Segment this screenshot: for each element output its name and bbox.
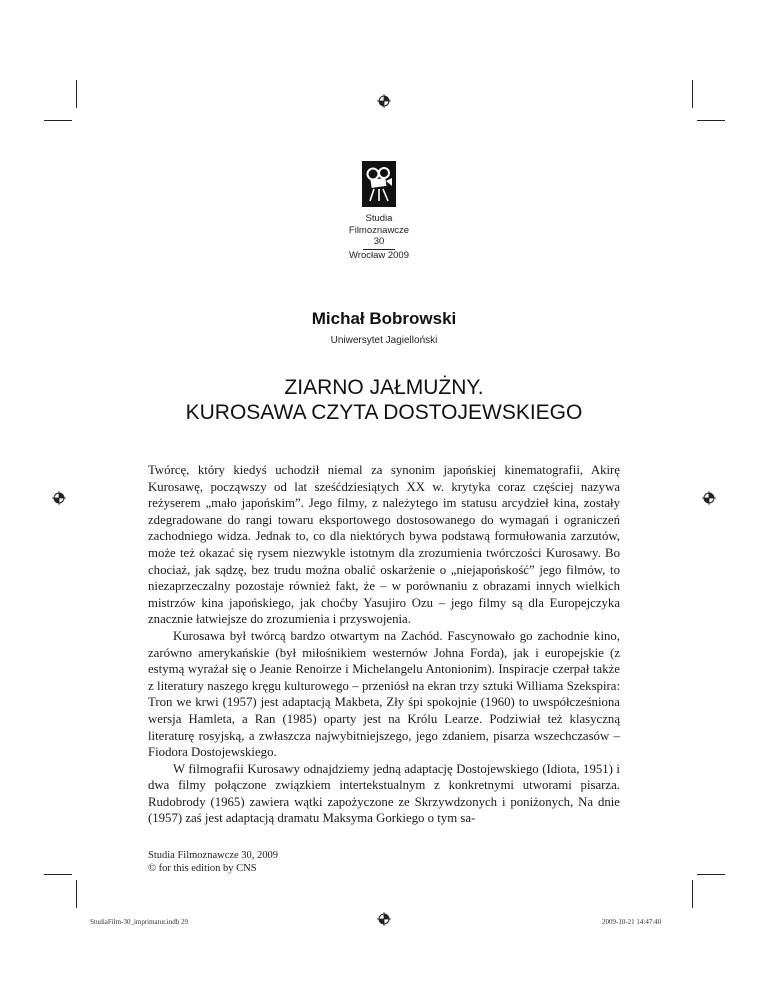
journal-name-line2: Filmoznawcze bbox=[348, 224, 410, 236]
slug-timestamp: 2009-10-21 14:47:40 bbox=[602, 918, 662, 926]
registration-mark-icon bbox=[377, 912, 391, 926]
crop-mark bbox=[44, 874, 72, 875]
author-affiliation: Uniwersytet Jagielloński bbox=[330, 335, 438, 346]
crop-mark bbox=[692, 880, 693, 908]
paragraph: Twórcę, który kiedyś uchodził niemal za synonim japońskiej kinematografii, Akirę Kurosawę, począwszy od lat sześćdziesiątych XX w. krytyka coraz częściej nazywa reżyserem „mało japońskim”. Jego filmy, z należytego im statusu arcydzieł kina, zostały zdegradowane do rangi towaru eksportowego dostosowanego do wymagań i ograniczeń zachodniego widza. Jednak to, co dla niektórych bywa podstawą formułowania zarzutów, może też okazać się rysem niezwykle istotnym dla zrozumienia twórczości Kurosawy. Bo chociaż, jak sądzę, bez trudu można obalić oskarżenie o „niejapońskość” jego filmów, to niezaprzeczalny pozostaje również fakt, że – w porównaniu z obrazami innych wielkich mistrzów kina japońskiego, jak choćby Yasujiro Ozu – jego filmy są dla Europejczyka znacznie łatwiejsze do zrozumienia i przyswojenia. bbox=[148, 463, 620, 627]
crop-mark bbox=[697, 120, 725, 121]
paragraph: Kurosawa był twórcą bardzo otwartym na Zachód. Fascynowało go zachodnie kino, zarówno amerykańskie (był miłośnikiem westernów Johna Forda), jak i europejskie (z estymą wyrażał się o Jeanie Renoirze i Michelangelu Antonionim). Inspiracje czerpał także z literatury naszego kręgu kulturowego – przeniósł na ekran trzy sztuki Williama Szekspira: Tron we krwi (1957) jest adaptacją Makbeta, Zły śpi spokojnie (1960) to uwspółcześniona wersja Hamleta, a Ran (1985) oparty jest na Królu Learze. Podziwiał też klasyczną literaturę rosyjską, a zwłaszcza najwybitniejszego, jego zdaniem, pisarza wszechczasów – Fiodora Dostojewskiego. bbox=[148, 628, 620, 760]
crop-mark bbox=[76, 880, 77, 908]
article-title-line1: ZIARNO JAŁMUŻNY. bbox=[284, 376, 484, 399]
registration-mark-icon bbox=[377, 94, 391, 108]
copyright-note bbox=[148, 849, 448, 875]
article-body bbox=[148, 462, 620, 827]
crop-mark bbox=[692, 80, 693, 108]
journal-issue: 30 bbox=[373, 236, 385, 247]
registration-mark-icon bbox=[52, 491, 66, 505]
paragraph: W filmografii Kurosawy odnajdziemy jedną adaptację Dostojewskiego (Idiota, 1951) i dwa filmy połączone związkiem intertekstualnym z konkretnymi utworami pisarza. Rudobrody (1965) zawiera wątki zapożyczone ze Skrzywdzonych i poniżonych, Na dnie (1957) zaś jest adaptacją dramatu Maksyma Gorkiego o tym sa- bbox=[148, 761, 620, 826]
slug-file: StudiaFilm-30_imprimatur.indb 29 bbox=[90, 918, 188, 926]
copyright-line1: Studia Filmoznawcze 30, 2009 bbox=[148, 850, 279, 861]
article-title bbox=[0, 375, 768, 425]
crop-mark bbox=[44, 120, 72, 121]
journal-place-year: Wrocław 2009 bbox=[348, 249, 410, 261]
copyright-line2: © for this edition by CNS bbox=[148, 863, 257, 874]
crop-mark bbox=[697, 874, 725, 875]
journal-info bbox=[284, 213, 474, 261]
film-camera-logo-icon bbox=[362, 161, 396, 207]
registration-mark-icon bbox=[702, 491, 716, 505]
crop-mark bbox=[76, 80, 77, 108]
article-title-line2: KUROSAWA CZYTA DOSTOJEWSKIEGO bbox=[185, 401, 583, 424]
journal-name-line1: Studia bbox=[365, 213, 393, 224]
author-name: Michał Bobrowski bbox=[311, 309, 457, 328]
